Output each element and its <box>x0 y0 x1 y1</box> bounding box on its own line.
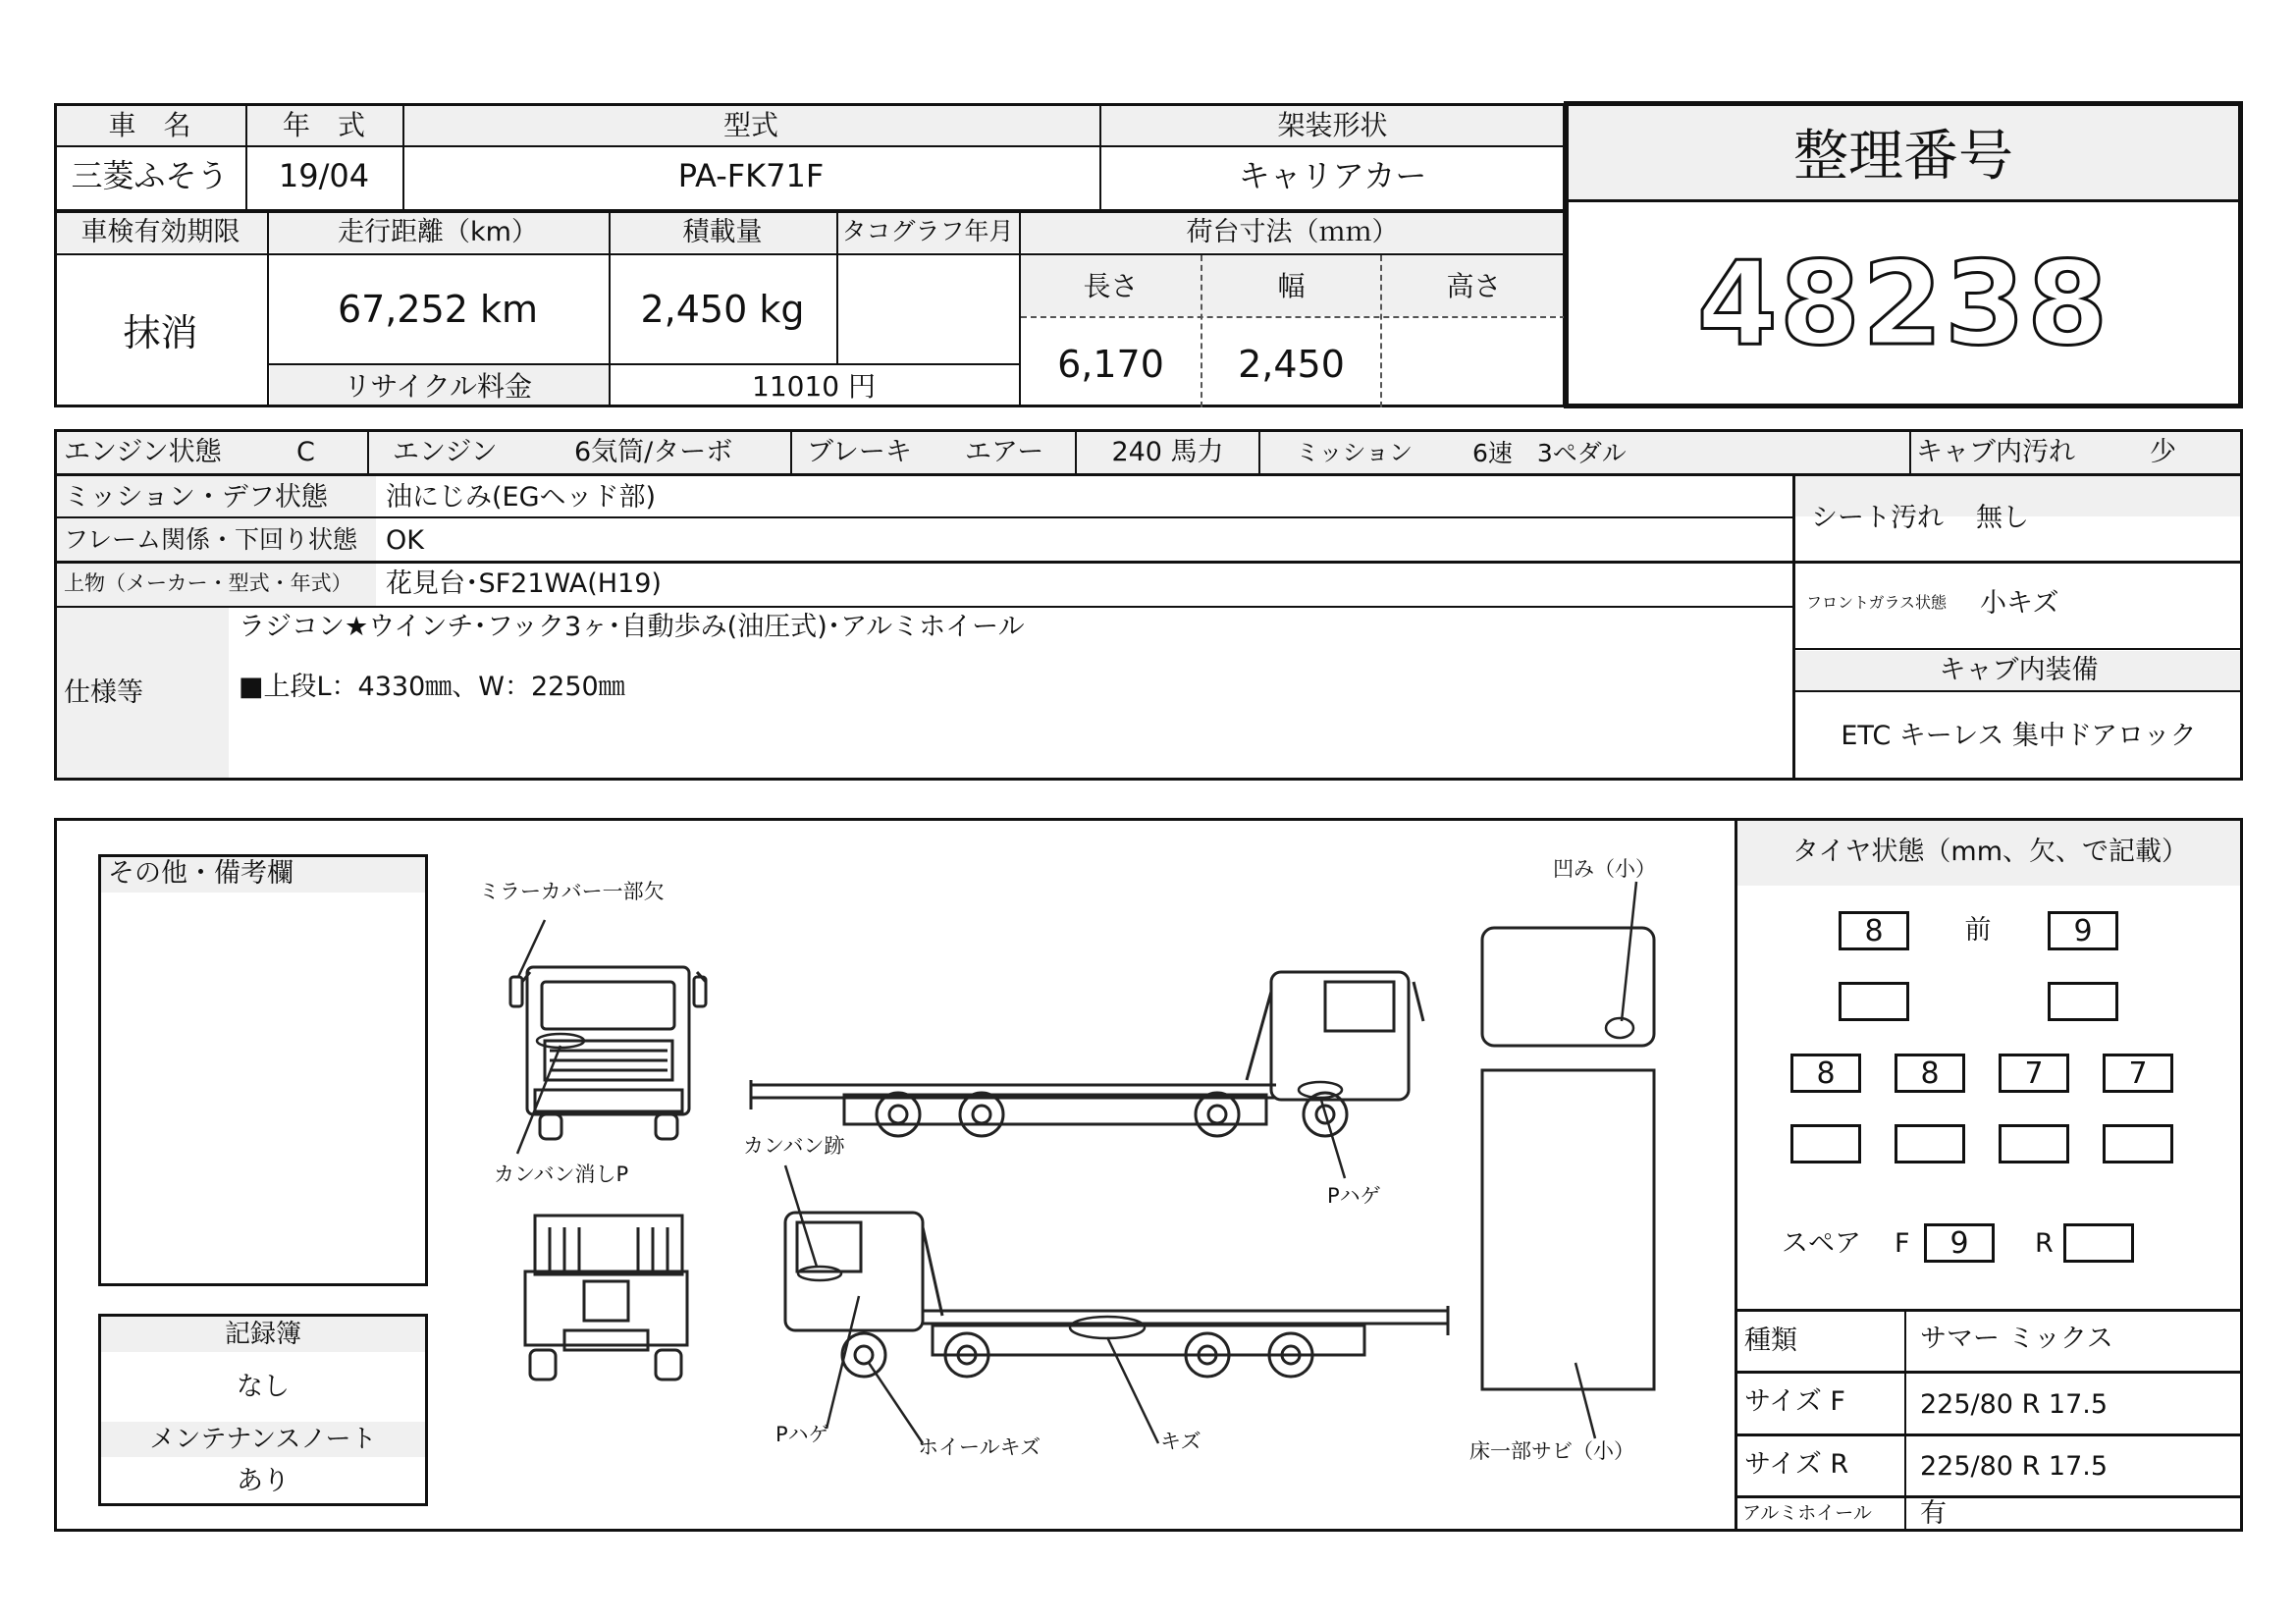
spec-line-1: ラジコン★ウインチ･フック3ヶ･自動歩み(油圧式)･アルミホイール <box>239 612 1025 642</box>
spare-r-label: R <box>2035 1228 2054 1259</box>
label-floor-rust: 床一部サビ（小） <box>1469 1439 1634 1463</box>
truck-side-view-left <box>785 1213 1448 1377</box>
label-kanban-trace: カンバン跡 <box>743 1134 845 1158</box>
seat-label: シート汚れ <box>1811 503 1944 533</box>
tire-size-r-value: 225/80 R 17.5 <box>1920 1451 2109 1482</box>
width-label: 幅 <box>1277 270 1306 302</box>
spare-label: スペア <box>1782 1228 1861 1259</box>
brake-label: ブレーキ <box>807 437 912 467</box>
length-value: 6,170 <box>1057 343 1164 386</box>
year-value: 19/04 <box>278 157 370 194</box>
record-value: なし <box>237 1372 290 1402</box>
tire-front-right: 9 <box>2048 911 2118 950</box>
spare-f-value: 9 <box>1924 1223 1995 1263</box>
spare-f-label: F <box>1895 1228 1910 1259</box>
tire-rear-4: 7 <box>2103 1054 2173 1093</box>
label-paint-peel-bottom: Pハゲ <box>775 1423 829 1446</box>
body-value: キャリアカー <box>1238 157 1427 194</box>
tire-rear-3: 7 <box>1999 1054 2069 1093</box>
cab-equip-value: ETC キーレス 集中ドアロック <box>1841 721 2197 751</box>
recycle-label: リサイクル料金 <box>343 370 533 403</box>
bed-label: 荷台寸法（ｍｍ） <box>1186 217 1399 247</box>
engine-state-value: C <box>296 437 315 467</box>
upper-label: 上物（メーカー・型式・年式） <box>64 571 352 595</box>
tire-rear-4b <box>2103 1124 2173 1163</box>
tire-rear-1b <box>1790 1124 1861 1163</box>
upper-value: 花見台･SF21WA(H19) <box>386 568 662 599</box>
remarks-label: その他・備考欄 <box>108 858 294 889</box>
inspection-label: 車検有効期限 <box>80 217 240 247</box>
tire-title: タイヤ状態（mm、欠、で記載） <box>1791 837 2189 867</box>
body-label: 架装形状 <box>1277 109 1388 141</box>
truck-top-view <box>1482 928 1654 1389</box>
frame-label: フレーム関係・下回り状態 <box>64 525 358 554</box>
glass-value: 小キズ <box>1980 588 2059 619</box>
inspection-value: 抹消 <box>123 311 198 354</box>
maintenance-value: あり <box>237 1466 290 1496</box>
mission-value: 6速 3ペダル <box>1472 439 1627 467</box>
label-dent: 凹み（小） <box>1553 857 1656 881</box>
front-label: 前 <box>1964 915 1992 946</box>
engine-value: 6気筒/ターボ <box>574 437 733 467</box>
tire-rear-3b <box>1999 1124 2069 1163</box>
maker-label: 車 名 <box>108 109 191 141</box>
tire-front-right-2 <box>2048 982 2118 1021</box>
alu-wheel-label: アルミホイール <box>1742 1502 1872 1524</box>
mission-diff-value: 油にじみ(EGヘッド部) <box>386 482 657 513</box>
label-kanban-erase: カンバン消しP <box>494 1163 629 1186</box>
mission-label: ミッション <box>1296 439 1414 466</box>
spare-r-value <box>2063 1223 2134 1263</box>
tire-front-left: 8 <box>1839 911 1909 950</box>
label-wheel-scratch: ホイールキズ <box>918 1435 1041 1459</box>
reference-number: 48238 <box>1696 236 2110 371</box>
capacity-label: 積載量 <box>682 217 763 247</box>
tire-type-label: 種類 <box>1744 1325 1797 1356</box>
cab-dirt-label: キャブ内汚れ <box>1916 437 2075 467</box>
spec-line-2: ■上段L：4330㎜、W：2250㎜ <box>239 672 625 702</box>
frame-value: OK <box>386 525 424 556</box>
alu-wheel-value: 有 <box>1920 1498 1947 1529</box>
engine-state-label: エンジン状態 <box>64 437 222 467</box>
record-label: 記録簿 <box>224 1320 301 1349</box>
model-label: 型式 <box>722 109 778 141</box>
tire-type-value: サマー ミックス <box>1920 1324 2113 1354</box>
cab-dirt-value: 少 <box>2150 437 2176 467</box>
truck-front-view <box>510 967 706 1139</box>
label-scratch: キズ <box>1160 1430 1201 1453</box>
brake-value: エアー <box>965 437 1044 467</box>
year-label: 年 式 <box>282 109 365 141</box>
maintenance-label: メンテナンスノート <box>149 1425 377 1454</box>
truck-side-view-right <box>751 972 1423 1136</box>
glass-label: フロントガラス状態 <box>1806 593 1948 612</box>
mileage-label: 走行距離（km） <box>338 217 538 247</box>
label-mirror-damage: ミラーカバー一部欠 <box>479 880 665 903</box>
label-paint-peel-top: Pハゲ <box>1327 1184 1381 1208</box>
tire-rear-1: 8 <box>1790 1054 1861 1093</box>
tire-size-r-label: サイズ R <box>1744 1449 1849 1480</box>
engine-label: エンジン <box>393 437 498 467</box>
tire-rear-2b <box>1895 1124 1965 1163</box>
mission-diff-label: ミッション・デフ状態 <box>64 482 328 513</box>
seat-value: 無し <box>1976 503 2029 533</box>
length-label: 長さ <box>1083 270 1139 302</box>
spec-label: 仕様等 <box>64 677 143 708</box>
reference-label: 整理番号 <box>1793 125 2013 189</box>
capacity-value: 2,450 kg <box>640 288 805 331</box>
tacho-label: タコグラフ年月 <box>841 217 1014 245</box>
model-value: PA-FK71F <box>677 157 825 194</box>
cab-equip-label: キャブ内装備 <box>1939 655 2099 685</box>
horsepower-value: 240 馬力 <box>1111 437 1224 467</box>
tire-size-f-label: サイズ F <box>1744 1386 1845 1417</box>
mileage-value: 67,252 km <box>337 288 539 331</box>
tire-front-left-2 <box>1839 982 1909 1021</box>
maker-value: 三菱ふそう <box>71 157 229 194</box>
tire-rear-2: 8 <box>1895 1054 1965 1093</box>
tire-size-f-value: 225/80 R 17.5 <box>1920 1389 2109 1420</box>
truck-rear-view <box>525 1216 687 1380</box>
width-value: 2,450 <box>1238 343 1345 386</box>
recycle-value: 11010 円 <box>752 370 876 403</box>
height-label: 高さ <box>1446 270 1502 302</box>
